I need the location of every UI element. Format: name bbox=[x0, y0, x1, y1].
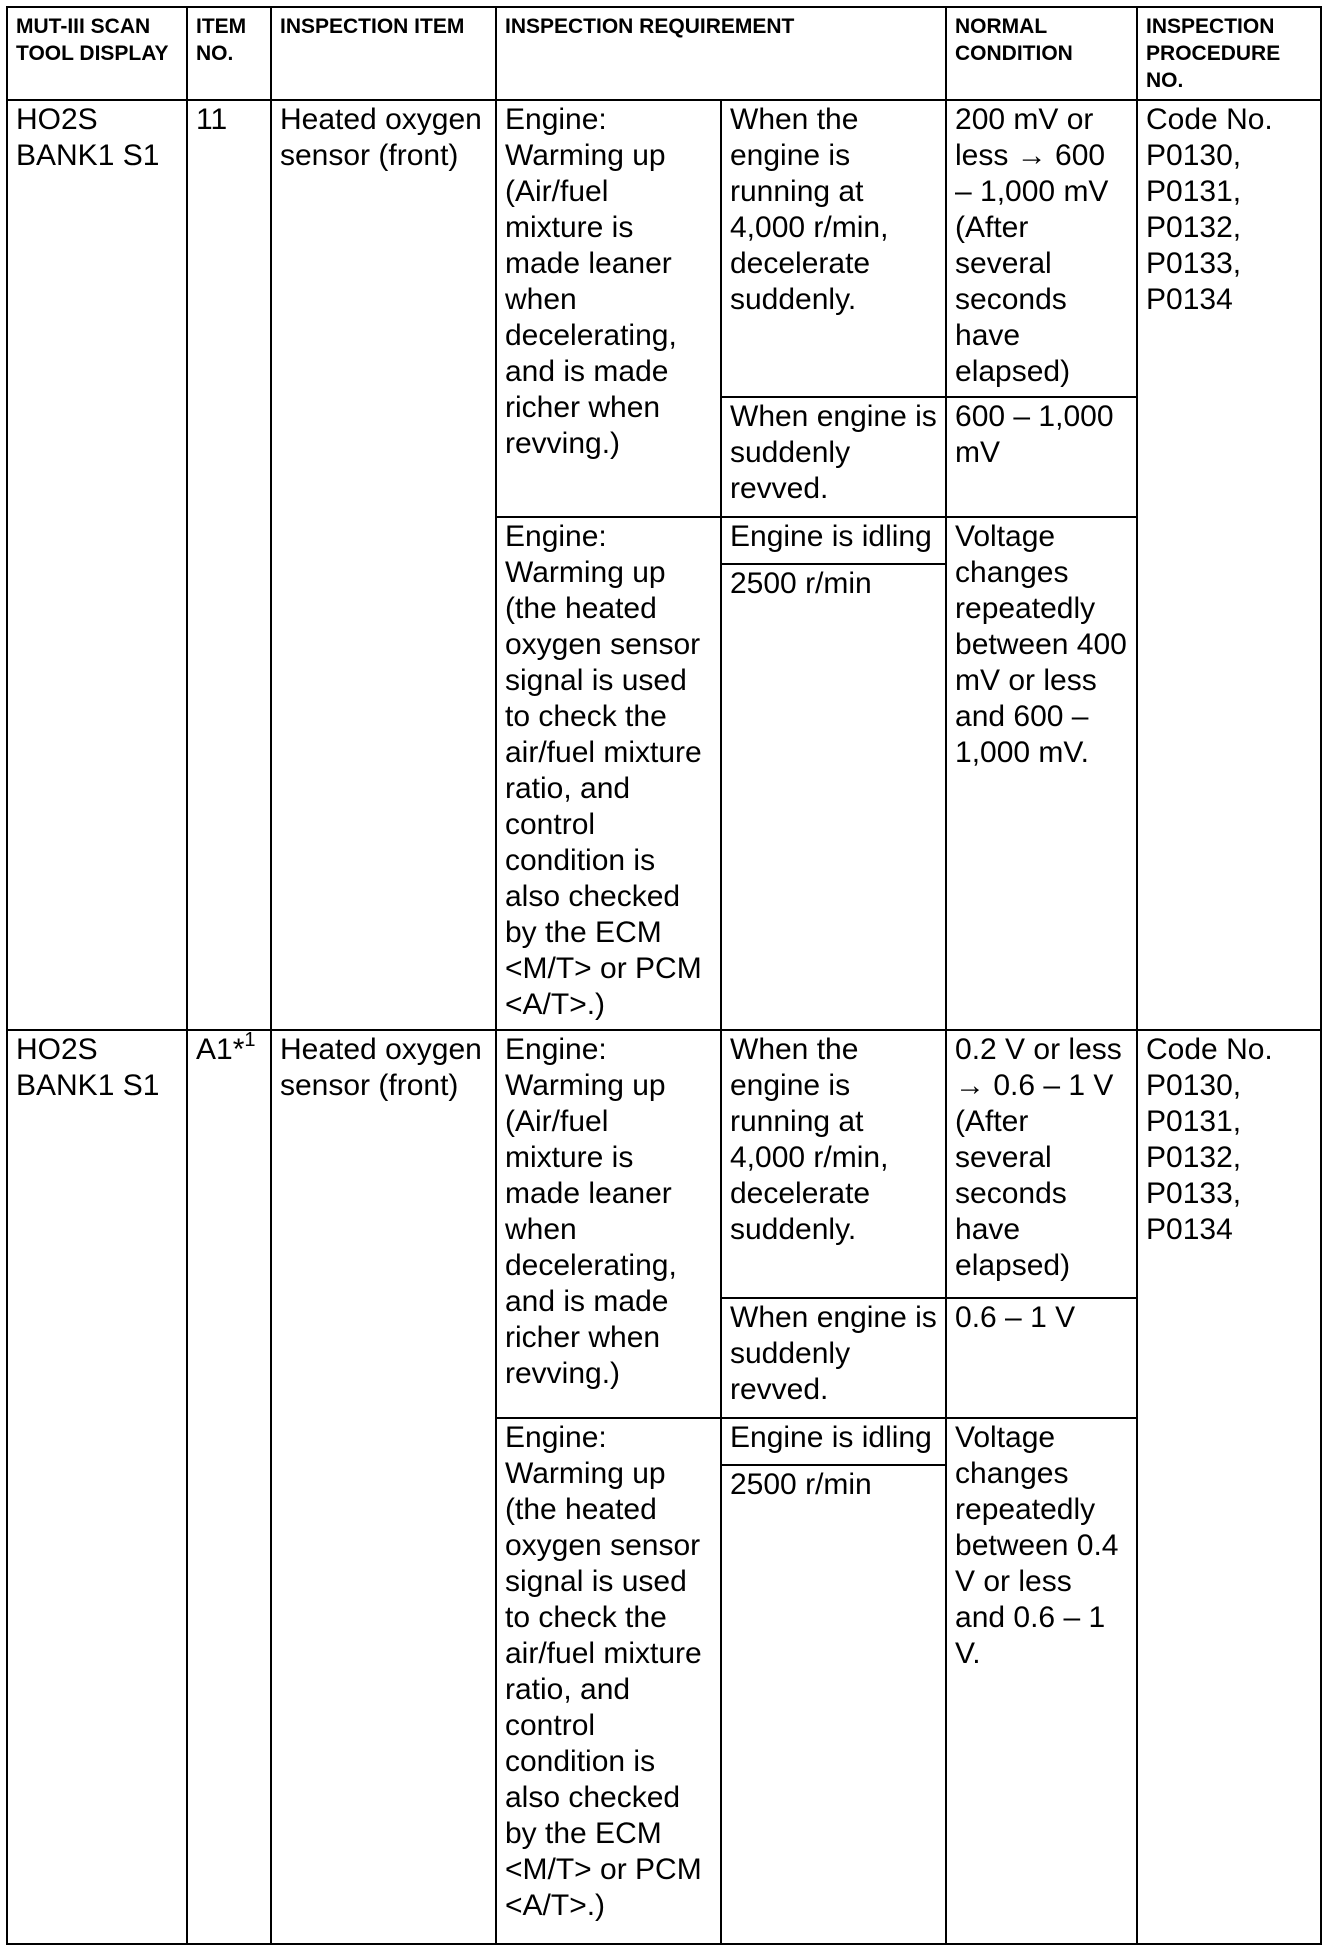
item-no-text: 11 bbox=[196, 103, 228, 136]
item-no-cell bbox=[187, 1030, 271, 1944]
inspection-item-cell: Heated oxygen sensor (front) bbox=[271, 1030, 496, 1944]
header-inspection-item: INSPECTION ITEM bbox=[271, 7, 496, 100]
normal-condition-cell: 200 mV or less → 600 – 1,000 mV (After several seconds have elapsed) bbox=[946, 100, 1137, 397]
requirement-detail-cell: 2500 r/min bbox=[721, 1465, 946, 1944]
header-item-no: ITEM NO. bbox=[187, 7, 271, 100]
scan-tool-display-cell: HO2S BANK1 S1 bbox=[7, 1030, 187, 1944]
normal-condition-cell: 600 – 1,000 mV bbox=[946, 397, 1137, 517]
requirement-detail-cell: 2500 r/min bbox=[721, 564, 946, 1030]
requirement-detail-cell: When the engine is running at 4,000 r/min, decelerate suddenly. bbox=[721, 1030, 946, 1298]
normal-condition-cell: 0.6 – 1 V bbox=[946, 1298, 1137, 1418]
requirement-detail-cell: Engine is idling bbox=[721, 1418, 946, 1465]
header-inspection-procedure-no: INSPECTION PROCEDURE NO. bbox=[1137, 7, 1321, 100]
requirement-condition-cell: Engine: Warming up (the heated oxygen sensor signal is used to check the air/fuel mixture ratio, and control condition is also checked by the ECM <M/T> or PCM <A/T>.) bbox=[496, 517, 721, 1030]
requirement-detail-cell: When the engine is running at 4,000 r/min, decelerate suddenly. bbox=[721, 100, 946, 397]
header-row bbox=[7, 7, 1321, 100]
table-row bbox=[7, 100, 1321, 397]
requirement-detail-cell: When engine is suddenly revved. bbox=[721, 397, 946, 517]
requirement-detail-cell: Engine is idling bbox=[721, 517, 946, 564]
procedure-no-cell: Code No. P0130, P0131, P0132, P0133, P0134 bbox=[1137, 1030, 1321, 1944]
requirement-condition-cell: Engine: Warming up (the heated oxygen sensor signal is used to check the air/fuel mixture ratio, and control condition is also checked by the ECM <M/T> or PCM <A/T>.) bbox=[496, 1418, 721, 1944]
header-normal-condition: NORMAL CONDITION bbox=[946, 7, 1137, 100]
requirement-detail-cell: When engine is suddenly revved. bbox=[721, 1298, 946, 1418]
item-no-text: A1* bbox=[196, 1033, 245, 1066]
requirement-condition-cell: Engine: Warming up (Air/fuel mixture is made leaner when decelerating, and is made richer when revving.) bbox=[496, 100, 721, 517]
inspection-item-cell: Heated oxygen sensor (front) bbox=[271, 100, 496, 1030]
header-scan-tool-display: MUT-III SCAN TOOL DISPLAY bbox=[7, 7, 187, 100]
inspection-table bbox=[6, 6, 1322, 1945]
item-no-footnote: 1 bbox=[244, 1030, 256, 1051]
normal-condition-cell: 0.2 V or less → 0.6 – 1 V (After several seconds have elapsed) bbox=[946, 1030, 1137, 1298]
procedure-no-cell: Code No. P0130, P0131, P0132, P0133, P0134 bbox=[1137, 100, 1321, 1030]
scan-tool-display-cell: HO2S BANK1 S1 bbox=[7, 100, 187, 1030]
normal-condition-cell: Voltage changes repeatedly between 400 mV or less and 600 – 1,000 mV. bbox=[946, 517, 1137, 1030]
normal-condition-cell: Voltage changes repeatedly between 0.4 V or less and 0.6 – 1 V. bbox=[946, 1418, 1137, 1944]
table-row bbox=[7, 1030, 1321, 1298]
requirement-condition-cell: Engine: Warming up (Air/fuel mixture is made leaner when decelerating, and is made richer when revving.) bbox=[496, 1030, 721, 1418]
header-inspection-requirement: INSPECTION REQUIREMENT bbox=[496, 7, 946, 100]
item-no-cell bbox=[187, 100, 271, 1030]
